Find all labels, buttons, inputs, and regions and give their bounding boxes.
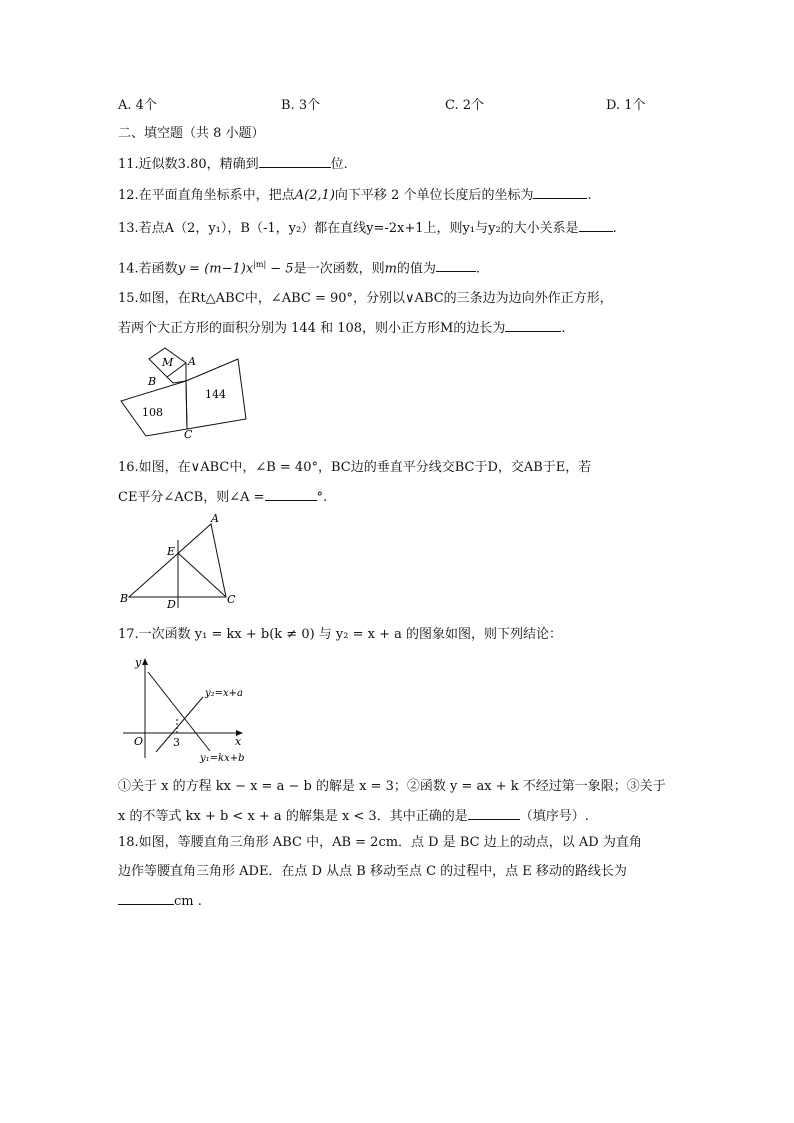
label-c: C xyxy=(184,428,193,441)
label-o: O xyxy=(134,735,144,748)
answer-blank xyxy=(579,217,613,232)
label-d: D xyxy=(167,598,176,611)
label-3: 3 xyxy=(173,736,180,749)
label-c: C xyxy=(227,593,236,606)
answer-blank xyxy=(505,317,561,332)
question-15-line2: 若两个大正方形的面积分别为 144 和 108，则小正方形M的边长为 . xyxy=(118,317,565,339)
question-18-line2: 边作等腰直角三角形 ADE．在点 D 从点 B 移动至点 C 的过程中，点 E 移动的路线长为 xyxy=(118,864,627,879)
answer-blank xyxy=(118,890,174,905)
label-a: A xyxy=(211,512,219,525)
question-18-line3: cm . xyxy=(118,890,202,912)
label-108: 108 xyxy=(142,406,163,419)
label-y1: y₁=kx+b xyxy=(200,753,245,764)
figure-17-graph xyxy=(118,654,258,769)
label-y: y xyxy=(135,656,142,669)
label-y2: y₂=x+a xyxy=(205,688,244,699)
label-a: A xyxy=(188,355,196,368)
question-17-ask: x 的不等式 kx + b < x + a 的解集是 x < 3．其中正确的是 （填序号）. xyxy=(118,805,589,827)
option-c: C. 2个 xyxy=(445,98,485,113)
section-title: 二、填空题（共 8 小题） xyxy=(118,126,265,141)
question-11: 11.近似数3.80，精确到 位. xyxy=(118,153,348,175)
answer-blank xyxy=(265,486,317,501)
question-18-line1: 18.如图，等腰直角三角形 ABC 中，AB = 2cm．点 D 是 BC 边上的动点，以 AD 为直角 xyxy=(118,835,642,850)
label-x: x xyxy=(235,735,242,748)
label-b: B xyxy=(148,375,157,388)
answer-blank xyxy=(436,257,476,272)
answer-blank xyxy=(468,805,520,820)
label-e: E xyxy=(167,545,176,558)
answer-blank xyxy=(259,153,331,168)
question-16-line2: CE平分∠ACB，则∠A = °. xyxy=(118,486,327,508)
figure-16-triangle xyxy=(115,510,250,612)
question-15-line1: 15.如图，在Rt△ABC中，∠ABC = 90°，分别以∨ABC的三条边为边向外作正方形， xyxy=(118,291,613,306)
question-14: 14.若函数$y = (m-1)x^{|m|} - 5$是一次函数，则m的值为 . xyxy=(118,255,480,279)
label-144: 144 xyxy=(205,388,226,401)
question-13: 13.若点A（2，y₁），B（-1，y₂）都在直线y=-2x+1上，则y₁与y₂的大小关系是 . xyxy=(118,217,617,239)
label-m: M xyxy=(162,356,174,369)
question-17-statements: ①关于 x 的方程 kx − x = a − b 的解是 x = 3；②函数 y = ax + k 不经过第一象限；③关于 xyxy=(118,779,666,794)
figure-15-squares xyxy=(112,342,262,447)
question-17: 17.一次函数 y₁ = kx + b(k ≠ 0) 与 y₂ = x + a 的图象如图，则下列结论： xyxy=(118,627,563,642)
label-b: B xyxy=(120,592,129,605)
question-12: 12.在平面直角坐标系中，把点A(2,1)向下平移 2 个单位长度后的坐标为 . xyxy=(118,184,592,206)
question-16-line1: 16.如图，在∨ABC中，∠B = 40°，BC边的垂直平分线交BC于D，交AB于E，若 xyxy=(118,460,592,475)
option-a: A. 4个 xyxy=(118,98,157,113)
option-b: B. 3个 xyxy=(281,98,321,113)
option-d: D. 1个 xyxy=(606,98,646,113)
answer-blank xyxy=(533,184,587,199)
